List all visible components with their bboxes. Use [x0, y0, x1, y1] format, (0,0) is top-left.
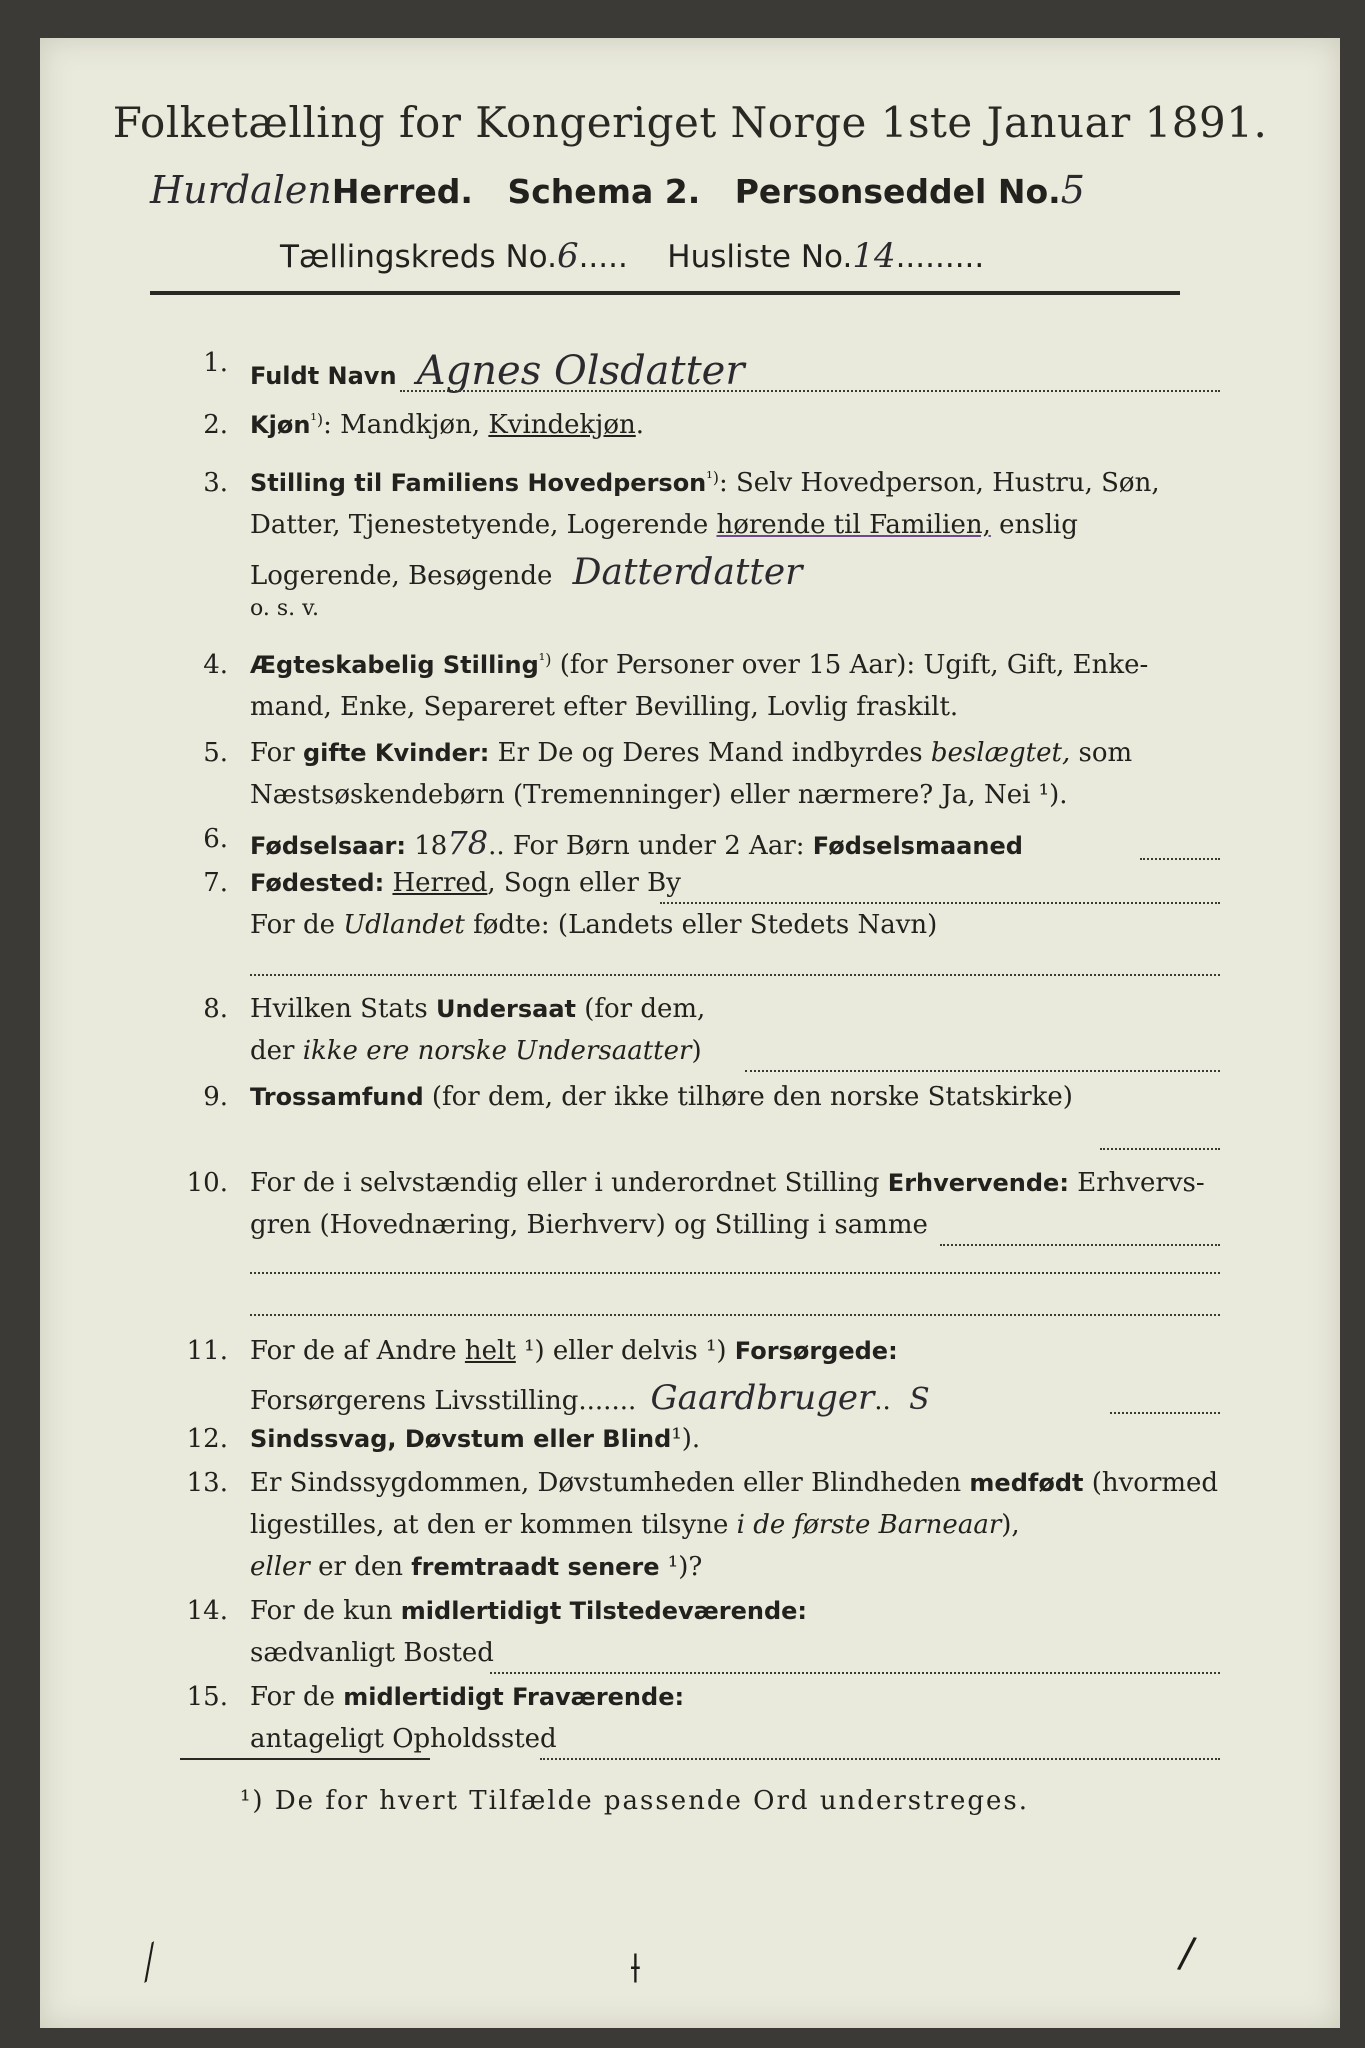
item-6-birth-year: 6. Fødselsaar: 1878.. For Børn under 2 Aar: Fødselsmaaned — [180, 824, 1220, 866]
personseddel-label: Personseddel No. — [734, 172, 1061, 211]
herred-name-handwritten: Hurdalen — [150, 168, 332, 212]
item-15-temporary-absent: 15. For de midlertidigt Fraværende: antageligt Opholdssted — [180, 1682, 1220, 1766]
value-supported-underlined: helt — [464, 1336, 516, 1366]
form-subheader-herred — [150, 168, 1250, 228]
item-13-congenital: 13. Er Sindssygdommen, Døvstumheden eller Blindheden medfødt (hvormed ligestilles, at den er kommen tilsyne i de første Barneaar), eller er den fremtraadt senere ¹)? — [186, 1468, 1219, 1582]
label-birth-year: Fødselsaar: — [250, 832, 406, 860]
census-form — [40, 38, 1340, 2028]
herred-label: Herred. — [331, 172, 473, 211]
item-12-disability: 12. Sindssvag, Døvstum eller Blind¹). — [186, 1424, 701, 1454]
item-7-birthplace: 7. Fødested: Herred, Sogn eller By For de Udlandet fødte: (Landets eller Stedets Navn) — [180, 868, 1220, 988]
item-1-full-name: 1. Fuldt Navn Agnes Olsdatter — [180, 348, 1220, 398]
item-10-occupation: 10. For de i selvstændig eller i underordnet Stilling Erhvervende: Erhvervs- gren (Hovednæring, Bierhverv) og Stilling i samme — [180, 1168, 1220, 1318]
label-disability: Sindssvag, Døvstum eller Blind — [250, 1425, 672, 1453]
pen-mark-center: ⟊ — [630, 1943, 641, 1992]
pen-mark-right: / — [1175, 1927, 1199, 1978]
label-married-women: gifte Kvinder: — [302, 739, 490, 767]
value-gender-underlined: Kvindekjøn — [488, 410, 636, 440]
form-subheader-kreds: Tællingskreds No.6..... Husliste No.14......... — [280, 236, 985, 276]
label-birthplace: Fødested: — [250, 869, 385, 897]
label-occupation: Erhvervende: — [887, 1169, 1069, 1197]
kreds-number: 6 — [556, 236, 579, 276]
value-provider-mark: S — [909, 1382, 930, 1417]
label-religion: Trossamfund — [250, 1083, 424, 1111]
schema-label: Schema 2. — [507, 172, 701, 211]
label-temporary-present: midlertidigt Tilstedeværende: — [400, 1597, 808, 1625]
item-4-marital-status: 4. Ægteskabelig Stilling$^{^1)}$ (for Personer over 15 Aar): Ugift, Gift, Enke- mand, Enke, Separeret efter Bevilling, Lovlig fraskilt. — [203, 650, 1149, 722]
label-birth-month: Fødselsmaaned — [812, 832, 1023, 860]
label-supported: Forsørgede: — [734, 1337, 898, 1365]
personseddel-number: 5 — [1060, 168, 1085, 212]
label-family-position: Stilling til Familiens Hovedperson — [250, 469, 707, 497]
form-title: Folketælling for Kongeriget Norge 1ste Januar 1891. — [112, 98, 1268, 147]
pen-mark-left: ⟋ — [124, 1933, 175, 1992]
label-full-name: Fuldt Navn — [250, 362, 397, 390]
label-congenital: medfødt — [969, 1469, 1084, 1497]
value-provider-occupation: Gaardbruger — [650, 1378, 875, 1418]
value-full-name: Agnes Olsdatter — [416, 348, 745, 394]
label-citizenship: Undersaat — [435, 995, 576, 1023]
label-marital-status: Ægteskabelig Stilling — [250, 651, 539, 679]
label-gender: Kjøn — [250, 411, 311, 439]
label-later-onset: fremtraadt senere — [411, 1553, 660, 1581]
item-5-married-women: 5. For gifte Kvinder: Er De og Deres Mand indbyrdes beslægtet, som Næstsøskendebørn (Tremenninger) eller nærmere? Ja, Nei ¹). — [203, 738, 1133, 810]
husliste-label: Husliste No. — [667, 239, 853, 275]
item-9-religion: 9. Trossamfund (for dem, der ikke tilhøre den norske Statskirke) — [180, 1082, 1220, 1152]
item-8-citizenship: 8. Hvilken Stats Undersaat (for dem, der ikke ere norske Undersaatter) — [180, 994, 1220, 1078]
item-14-temporary-present: 14. For de kun midlertidigt Tilstedeværende: sædvanligt Bosted — [180, 1596, 1220, 1680]
header-divider — [150, 291, 1180, 295]
item-3-family-position: 3. Stilling til Familiens Hovedperson$^{^1)}$: Selv Hovedperson, Hustru, Søn, Datter, Tjenestetyende, Logerende hørende til Familien, enslig Logerende, Besøgende Datterdatter o. s. v. — [203, 468, 1160, 621]
value-birthplace-underlined: Herred — [392, 868, 488, 898]
value-family-position: Datterdatter — [572, 552, 803, 593]
item-2-gender: 2. Kjøn$^{^1)}$: Mandkjøn, Kvindekjøn. — [203, 410, 645, 440]
husliste-number: 14 — [852, 236, 896, 276]
footnote-divider — [180, 1758, 430, 1760]
label-temporary-absent: midlertidigt Fraværende: — [343, 1683, 685, 1711]
item-11-supported: 11. For de af Andre helt ¹) eller delvis ¹) Forsørgede: Forsørgerens Livsstilling....... Gaardbruger.. S — [180, 1336, 1220, 1420]
footnote: ¹) De for hvert Tilfælde passende Ord understreges. — [240, 1786, 1030, 1816]
value-birth-year: 78 — [447, 824, 489, 862]
kreds-label: Tællingskreds No. — [280, 239, 557, 275]
